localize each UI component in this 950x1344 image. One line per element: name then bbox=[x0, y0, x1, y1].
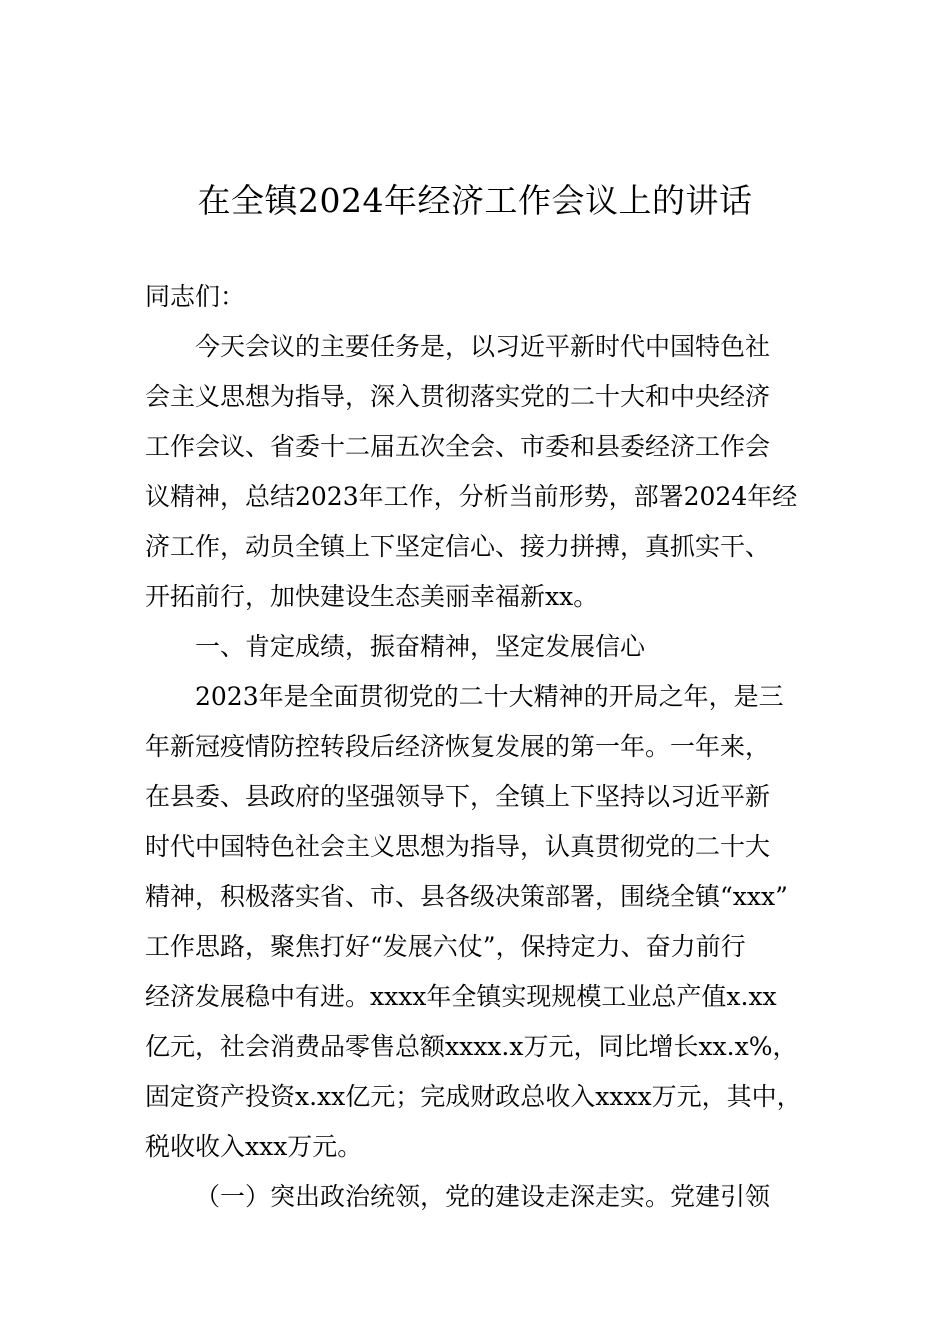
body-line: 时代中国特色社会主义思想为指导，认真贯彻党的二十大 bbox=[145, 832, 771, 861]
body-line: 济工作，动员全镇上下坚定信心、接力拼搏，真抓实干、 bbox=[145, 532, 771, 561]
body-line: 今天会议的主要任务是，以习近平新时代中国特色社 bbox=[195, 332, 771, 361]
body-line: 税收收入xxx万元。 bbox=[145, 1132, 363, 1161]
document-title: 在全镇2024年经济工作会议上的讲话 bbox=[197, 181, 753, 220]
body-line: 工作思路，聚焦打好“发展六仗”，保持定力、奋力前行 bbox=[145, 932, 746, 961]
body-line: 会主义思想为指导，深入贯彻落实党的二十大和中央经济 bbox=[145, 382, 771, 411]
body-line: （一）突出政治统领，党的建设走深走实。党建引领 bbox=[195, 1182, 771, 1211]
body-line: 经济发展稳中有进。xxxx年全镇实现规模工业总产值x.xx bbox=[145, 982, 777, 1011]
body-line: 在县委、县政府的坚强领导下，全镇上下坚持以习近平新 bbox=[145, 782, 771, 811]
body-line: 精神，积极落实省、市、县各级决策部署，围绕全镇“xxx” bbox=[145, 882, 788, 911]
body-line: 年新冠疫情防控转段后经济恢复发展的第一年。一年来， bbox=[145, 732, 771, 761]
salutation: 同志们： bbox=[145, 282, 246, 311]
body-line: 开拓前行，加快建设生态美丽幸福新xx。 bbox=[145, 582, 599, 611]
body-line: 亿元，社会消费品零售总额xxxx.x万元，同比增长xx.x%， bbox=[145, 1032, 798, 1061]
body-line: 固定资产投资x.xx亿元；完成财政总收入xxxx万元，其中， bbox=[145, 1082, 802, 1111]
body-line: 一、肯定成绩，振奋精神，坚定发展信心 bbox=[195, 632, 646, 661]
body-line: 议精神，总结2023年工作，分析当前形势，部署2024年经 bbox=[145, 482, 798, 511]
body-line: 2023年是全面贯彻党的二十大精神的开局之年，是三 bbox=[195, 682, 784, 711]
body-line: 工作会议、省委十二届五次全会、市委和县委经济工作会 bbox=[145, 432, 771, 461]
